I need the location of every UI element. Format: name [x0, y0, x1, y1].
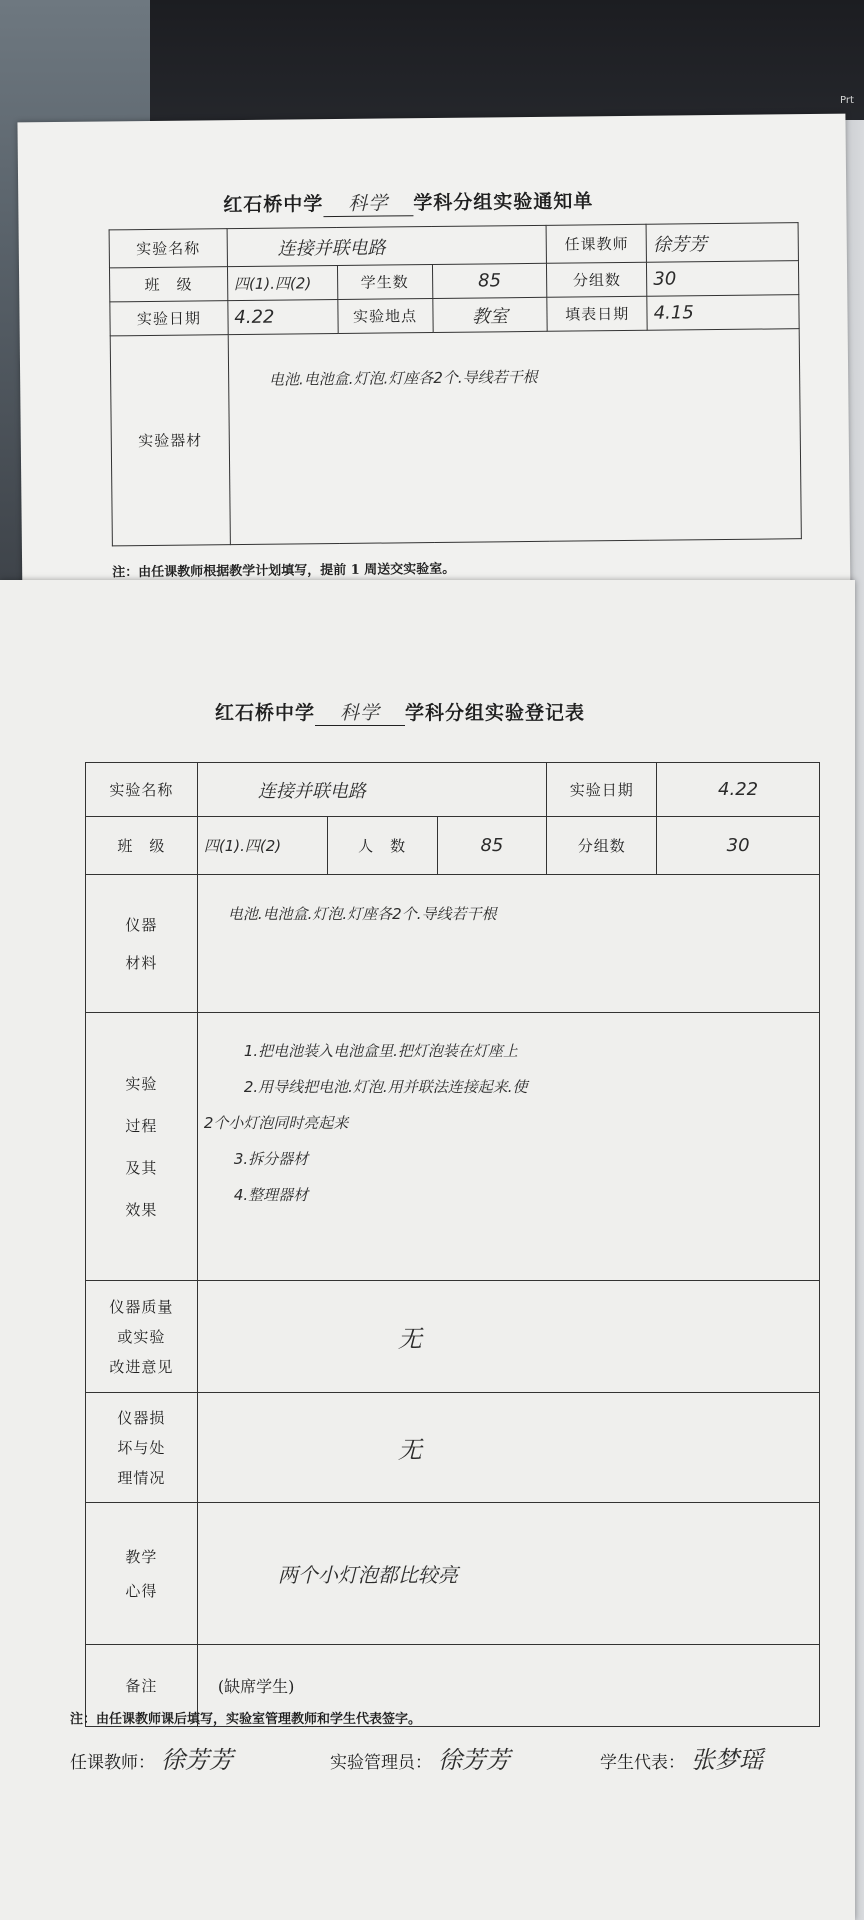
- notice-students: 85: [432, 263, 547, 298]
- process-step-2: 2.用导线把电池.灯泡.用并联法连接起来.使: [243, 1078, 528, 1096]
- notice-label-location: 实验地点: [338, 299, 433, 334]
- register-label-equip-1: 仪器: [125, 915, 158, 934]
- register-label-equip-2: 材料: [125, 953, 158, 972]
- register-label-quality: [86, 1281, 198, 1393]
- notice-title: [223, 186, 593, 218]
- register-label-quality-1: 仪器质量: [109, 1297, 174, 1316]
- register-remarks: (缺席学生): [197, 1645, 819, 1727]
- register-label-remarks: 备注: [86, 1645, 198, 1727]
- register-process: [197, 1013, 819, 1281]
- register-people: 85: [437, 817, 547, 875]
- signature-admin: [330, 1740, 510, 1775]
- notice-equipment: 电池.电池盒.灯泡.灯座各2个.导线若干根: [228, 329, 801, 545]
- register-label-quality-3: 改进意见: [109, 1357, 174, 1376]
- register-label-teach-1: 教学: [125, 1547, 158, 1566]
- notice-exp-name: 连接并联电路: [227, 225, 547, 266]
- register-damage: 无: [197, 1393, 819, 1503]
- register-label-groups: 分组数: [547, 817, 657, 875]
- signature-teacher-label: 任课教师：: [70, 1753, 155, 1773]
- register-groups: 30: [657, 817, 820, 875]
- register-label-damage-2: 坏与处: [117, 1438, 166, 1457]
- key-prt: Prt: [840, 95, 854, 106]
- notice-subject: 科学: [323, 188, 413, 217]
- register-title: [215, 698, 585, 726]
- notice-label-exp-date: 实验日期: [110, 301, 228, 336]
- notice-label-students: 学生数: [337, 265, 432, 300]
- register-label-equipment: [86, 875, 198, 1013]
- register-sheet: [0, 580, 855, 1920]
- register-label-teach-2: 心得: [125, 1581, 158, 1600]
- notice-sheet: [17, 114, 850, 613]
- register-label-damage-3: 理情况: [117, 1468, 166, 1487]
- notice-label-fill-date: 填表日期: [547, 296, 647, 331]
- process-step-1: 1.把电池装入电池盒里.把灯泡装在灯座上: [243, 1042, 518, 1060]
- register-table: [85, 762, 820, 1727]
- notice-class: 四(1).四(2): [227, 266, 337, 301]
- register-label-process: [86, 1013, 198, 1281]
- notice-exp-date: 4.22: [228, 300, 338, 335]
- process-step-4: 4.整理器材: [233, 1186, 309, 1204]
- register-label-proc-4: 效果: [125, 1200, 158, 1219]
- register-label-quality-2: 或实验: [117, 1327, 166, 1346]
- register-note: 注：由任课教师课后填写，实验室管理教师和学生代表签字。: [70, 1712, 422, 1727]
- register-subject: 科学: [315, 698, 405, 726]
- notice-location: 教室: [432, 297, 547, 332]
- signature-admin-label: 实验管理员：: [330, 1753, 432, 1773]
- register-teaching: 两个小灯泡都比较亮: [197, 1503, 819, 1645]
- signature-student-label: 学生代表：: [600, 1753, 685, 1773]
- register-label-damage: [86, 1393, 198, 1503]
- register-label-damage-1: 仪器损: [117, 1408, 166, 1427]
- notice-label-exp-name: 实验名称: [109, 229, 227, 268]
- register-title-suffix: 学科分组实验登记表: [405, 702, 586, 724]
- notice-teacher: 徐芳芳: [646, 223, 798, 263]
- register-label-exp-name: 实验名称: [86, 763, 198, 817]
- register-label-proc-2: 过程: [125, 1116, 158, 1135]
- register-exp-date: 4.22: [657, 763, 820, 817]
- process-step-2-cont: 2个小灯泡同时亮起来: [203, 1114, 349, 1132]
- notice-school: 红石桥中学: [223, 193, 324, 217]
- notice-title-suffix: 学科分组实验通知单: [413, 190, 594, 215]
- register-label-class: 班 级: [86, 817, 198, 875]
- signature-student-name: 张梦瑶: [691, 1746, 763, 1774]
- signature-admin-name: 徐芳芳: [438, 1746, 510, 1774]
- register-equipment: 电池.电池盒.灯泡.灯座各2个.导线若干根: [197, 875, 819, 1013]
- notice-note: 注：由任课教师根据教学计划填写，提前 1 周送交实验室。: [112, 561, 456, 581]
- register-school: 红石桥中学: [215, 702, 316, 724]
- process-step-3: 3.拆分器材: [233, 1150, 309, 1168]
- signature-student: [600, 1740, 763, 1775]
- notice-label-class: 班 级: [109, 267, 227, 302]
- notice-groups: 30: [647, 261, 799, 297]
- register-class: 四(1).四(2): [197, 817, 327, 875]
- register-quality: 无: [197, 1281, 819, 1393]
- signature-teacher-name: 徐芳芳: [161, 1746, 233, 1774]
- notice-label-equipment: 实验器材: [110, 335, 230, 546]
- notice-table: [109, 222, 802, 546]
- register-label-proc-1: 实验: [125, 1074, 158, 1093]
- notice-label-teacher: 任课教师: [546, 224, 646, 263]
- register-label-teaching: [86, 1503, 198, 1645]
- signature-teacher: [70, 1740, 233, 1775]
- register-label-proc-3: 及其: [125, 1158, 158, 1177]
- notice-label-groups: 分组数: [547, 262, 647, 297]
- register-exp-name: 连接并联电路: [197, 763, 547, 817]
- notice-fill-date: 4.15: [647, 295, 799, 331]
- register-label-exp-date: 实验日期: [547, 763, 657, 817]
- register-label-people: 人 数: [327, 817, 437, 875]
